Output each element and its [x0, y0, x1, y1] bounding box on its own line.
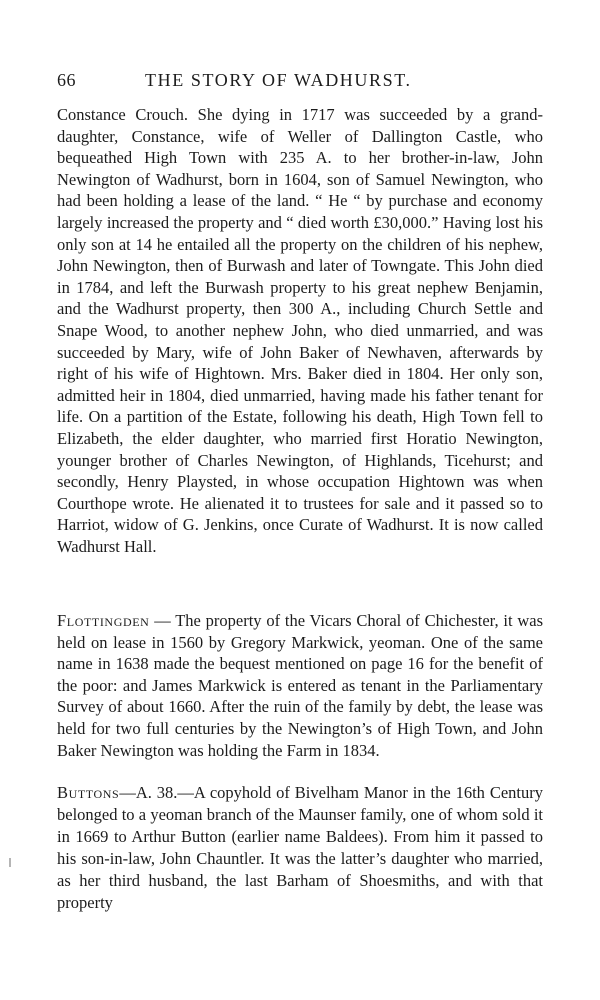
body-paragraph-buttons — [57, 782, 543, 914]
body-paragraph-high-town: Constance Crouch. She dying in 1717 was succeeded by a grand-daughter, Constance, wife of Weller of Dallington Castle, who bequeathed High Town with 235 A. to her brother-in-law, John Newington of Wadhurst, born in 1604, son of Samuel Newington, who had been holding a lease of the land. “ He “ by purchase and economy largely increased the property and “ died worth £30,000.” Having lost his only son at 14 he entailed all the property on the children of his nephew, John Newington, then of Burwash and later of Towngate. This John died in 1784, and left the Burwash property to his great nephew Benjamin, and the Wadhurst property, then 300 A., including Church Settle and Snape Wood, to another nephew John, who died unmarried, and was succeeded by Mary, wife of John Baker of Newhaven, afterwards by right of his wife of Hightown. Mrs. Baker died in 1804. Her only son, admitted heir in 1804, died unmarried, having made his father tenant for life. On a partition of the Estate, following his death, High Town fell to Elizabeth, the elder daughter, who married first Horatio Newington, younger brother of Charles Newington, of Highlands, Ticehurst; and secondly, Henry Playsted, in whose occupation Hightown was when Courthope wrote. He alienated it to trustees for sale and it passed so to Harriot, widow of G. Jenkins, once Curate of Wadhurst. It is now called Wadhurst Hall. — [57, 105, 543, 556]
paragraph-text: — The property of the Vicars Choral of Chichester, it was held on lease in 1560 by Gregory Markwick, yeoman. One of the same name in 1638 made the bequest mentioned on page 16 for the benefit of the poor: and James Markwick is entered as tenant in the Parliamentary Survey of about 1660. After the ruin of the family by debt, the lease was held for two full centuries by the Newington’s of High Town, and John Baker Newington was holding the Farm in 1834. — [57, 611, 543, 760]
paragraph-text: —A. 38.—A copyhold of Bivelham Manor in the 16th Century belonged to a yeoman branch of the Maunser family, one of whom sold it in 1669 to Arthur Button (earlier name Baldees). From him it passed to his son-in-law, John Chauntler. It was the latter’s daughter who married, as her third husband, the last Barham of Shoesmiths, and with that property — [57, 783, 543, 912]
body-paragraph-flottingden — [57, 610, 543, 761]
section-heading-buttons: Buttons — [57, 783, 120, 802]
page-number: 66 — [57, 70, 76, 90]
running-title: THE STORY OF WADHURST. — [145, 70, 412, 90]
margin-scan-mark — [9, 858, 11, 867]
page-header — [57, 70, 543, 96]
section-heading-flottingden: Flottingden — [57, 611, 150, 630]
